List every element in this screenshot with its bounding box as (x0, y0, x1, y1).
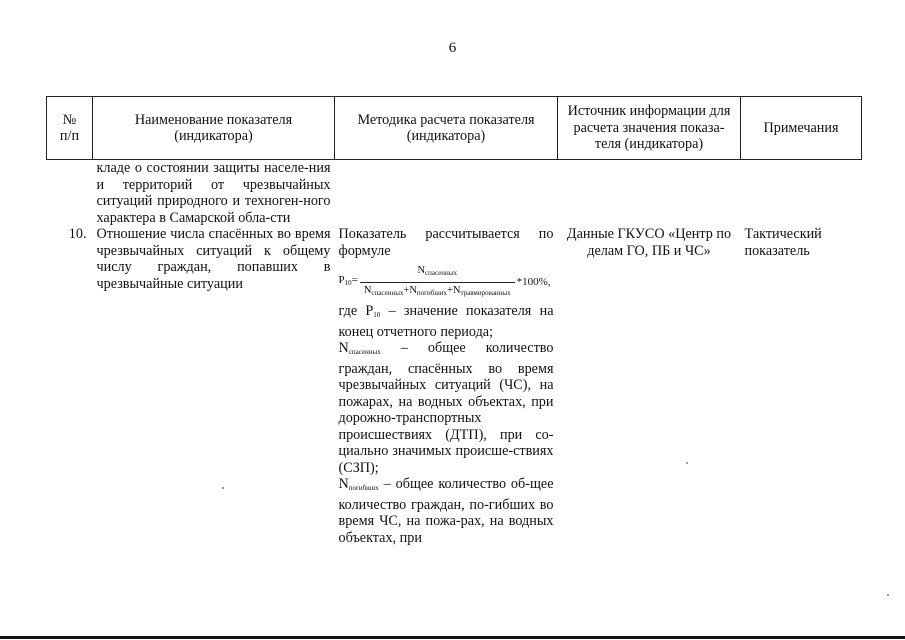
indicator-table (46, 96, 862, 546)
header-notes: Примечания (741, 97, 862, 160)
row-number: 10. (68, 226, 87, 242)
formula-lhs: $P_{10}=$ (338, 274, 358, 288)
indicator-name: Отношение числа спасённых во время чрезвычайных ситуаций к общему числу граждан, попавших в чрезвычайные ситуации (96, 226, 331, 292)
table-row (47, 160, 862, 227)
scan-speck (686, 462, 688, 464)
source-cell: Данные ГКУСО «Центр по делам ГО, ПБ и ЧС» (566, 226, 732, 259)
table-header-row (47, 97, 862, 160)
page-bottom-edge (0, 636, 905, 639)
header-name: Наименование показателя (индикатора) (93, 97, 335, 160)
header-method: Методика расчета показателя (индикатора) (335, 97, 558, 160)
formula-numerator: $N_{спасенных}$ (417, 265, 458, 277)
page-number: 6 (448, 40, 457, 56)
header-source: Источник информации для расчета значения показа-теля (индикатора) (558, 97, 741, 160)
method-dead-definition: $N_{погибших}$ – общее количество об-щее количество граждан, по-гибших во время ЧС, на пожа-рах, на водных объектах, при (338, 476, 554, 546)
formula (339, 263, 554, 301)
scan-speck (222, 487, 224, 489)
header-num: № п/п (47, 97, 93, 160)
method-intro: Показатель рассчитывается по формуле (338, 226, 554, 259)
notes-cell: Тактический показатель (744, 226, 822, 259)
continuation-name: кладе о состоянии защиты населе-ния и территорий от чрезвычайных ситуаций природного и техноген-ного характера в Самарской обла-сти (96, 160, 331, 226)
table-row (47, 226, 862, 546)
formula-denominator: $N_{спасенных}+N_{погибших}+N_{травмированных}$ (363, 284, 511, 297)
method-cell (335, 226, 558, 546)
method-p10-definition: где $P_{10}$ – значение показателя на конец отчетного периода; (338, 303, 554, 340)
method-saved-definition: $N_{спасенных}$ – общее количество граждан, спасённых во время чрезвычайных ситуаций (ЧС), на пожарах, на водных объектах, при дорожно-транспортных происшествиях (ДТП), при со-циально значимых происше-ствиях (СЗП); (338, 340, 554, 476)
scan-speck (887, 594, 889, 596)
formula-rhs: *100%, (516, 275, 551, 288)
formula-fraction (360, 263, 515, 301)
